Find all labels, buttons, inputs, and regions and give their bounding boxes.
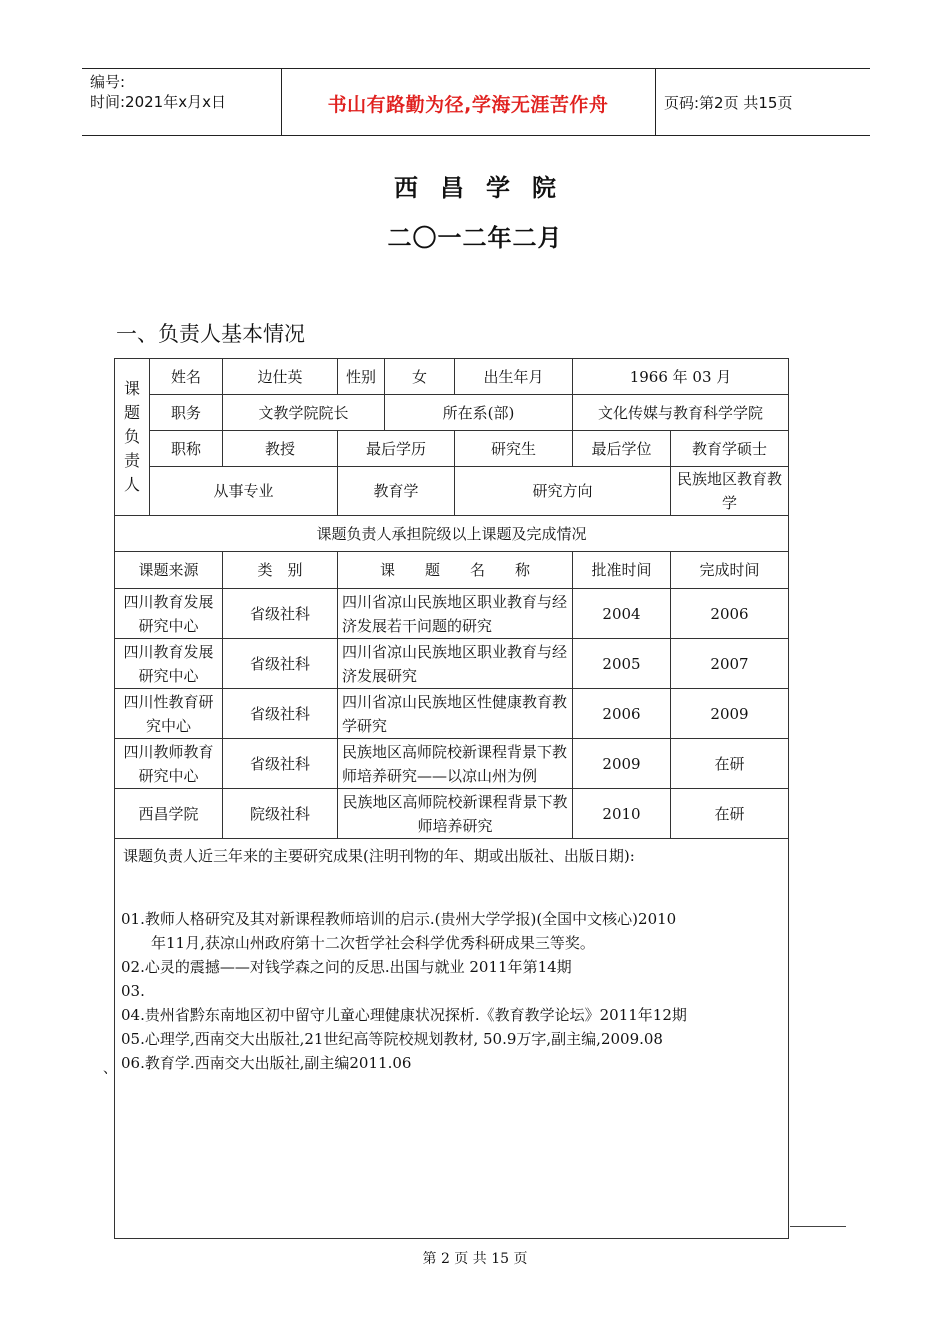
results-cell — [115, 839, 789, 1239]
edu-label: 最后学历 — [338, 431, 455, 467]
projects-heading-row — [115, 516, 789, 552]
major-label: 从事专业 — [150, 467, 338, 516]
project-row — [115, 789, 789, 839]
project-completed: 在研 — [671, 789, 789, 839]
position-label: 职务 — [150, 395, 223, 431]
section-heading: 一、负责人基本情况 — [116, 322, 305, 346]
header-left-info — [90, 72, 226, 112]
header-code-label: 编号: — [90, 73, 126, 91]
result-line: 03. — [121, 982, 145, 1000]
project-completed: 在研 — [671, 739, 789, 789]
result-item — [121, 907, 784, 955]
project-approved: 2004 — [573, 589, 671, 639]
project-name: 四川省凉山民族地区职业教育与经济发展研究 — [338, 639, 573, 689]
project-source: 四川教师教育研究中心 — [115, 739, 223, 789]
result-line: 05.心理学,西南交大出版社,21世纪高等院校规划教材, 50.9万字,副主编,2009.08 — [121, 1030, 663, 1048]
basic-row-3 — [115, 431, 789, 467]
result-line-cont: 年11月,获凉山州政府第十二次哲学社会科学优秀科研成果三等奖。 — [151, 934, 595, 952]
stray-mark: 、 — [103, 1061, 117, 1077]
title-label: 职称 — [150, 431, 223, 467]
direction-value: 民族地区教育教学 — [671, 467, 789, 516]
result-item — [121, 955, 784, 979]
header-motto: 书山有路勤为径,学海无涯苦作舟 — [327, 94, 609, 116]
project-completed: 2006 — [671, 589, 789, 639]
project-source: 四川教育发展研究中心 — [115, 589, 223, 639]
basic-row-4 — [115, 467, 789, 516]
project-row — [115, 689, 789, 739]
position-value: 文教学院院长 — [223, 395, 385, 431]
col-source: 课题来源 — [115, 552, 223, 589]
project-source: 西昌学院 — [115, 789, 223, 839]
results-heading: 课题负责人近三年来的主要研究成果(注明刊物的年、期或出版社、出版日期): — [123, 847, 635, 865]
school-title: 西昌学院 — [394, 173, 578, 202]
project-source: 四川教育发展研究中心 — [115, 639, 223, 689]
degree-label: 最后学位 — [573, 431, 671, 467]
project-completed: 2007 — [671, 639, 789, 689]
project-row — [115, 739, 789, 789]
project-approved: 2010 — [573, 789, 671, 839]
project-row — [115, 589, 789, 639]
name-value: 边仕英 — [223, 359, 338, 395]
date-title: 二〇一二年二月 — [387, 223, 563, 252]
results-list — [115, 867, 788, 1075]
col-completed: 完成时间 — [671, 552, 789, 589]
project-approved: 2005 — [573, 639, 671, 689]
dept-label: 所在系(部) — [385, 395, 573, 431]
project-completed: 2009 — [671, 689, 789, 739]
project-approved: 2009 — [573, 739, 671, 789]
gender-value: 女 — [385, 359, 455, 395]
col-category: 类 别 — [223, 552, 338, 589]
result-line: 01.教师人格研究及其对新课程教师培训的启示.(贵州大学学报)(全国中文核心)2010 — [121, 910, 677, 928]
project-name: 四川省凉山民族地区性健康教育教学研究 — [338, 689, 573, 739]
edu-value: 研究生 — [455, 431, 573, 467]
result-line: 04.贵州省黔东南地区初中留守儿童心理健康状况探析.《教育教学论坛》2011年12期 — [121, 1006, 687, 1024]
result-line: 06.教育学.西南交大出版社,副主编2011.06 — [121, 1054, 412, 1072]
project-name: 民族地区高师院校新课程背景下教师培养研究 — [338, 789, 573, 839]
name-label: 姓名 — [150, 359, 223, 395]
bottom-rule — [790, 1226, 846, 1227]
header-time-label: 时间:2021年x月x日 — [90, 93, 226, 111]
project-name: 民族地区高师院校新课程背景下教师培养研究——以凉山州为例 — [338, 739, 573, 789]
birth-value: 1966 年 03 月 — [573, 359, 789, 395]
project-category: 省级社科 — [223, 689, 338, 739]
project-approved: 2006 — [573, 689, 671, 739]
project-row — [115, 639, 789, 689]
basic-row-1 — [115, 359, 789, 395]
info-table — [114, 358, 789, 1239]
result-item — [121, 1027, 784, 1051]
col-project-name: 课 题 名 称 — [338, 552, 573, 589]
result-item — [121, 979, 784, 1003]
title-value: 教授 — [223, 431, 338, 467]
direction-label: 研究方向 — [455, 467, 671, 516]
major-value: 教育学 — [338, 467, 455, 516]
header-page-info: 页码:第2页 共15页 — [664, 94, 793, 112]
gender-label: 性别 — [338, 359, 385, 395]
header-divider-right — [655, 68, 656, 136]
results-row — [115, 839, 789, 1239]
dept-value: 文化传媒与教育科学学院 — [573, 395, 789, 431]
project-source: 四川性教育研究中心 — [115, 689, 223, 739]
col-approved: 批准时间 — [573, 552, 671, 589]
project-category: 省级社科 — [223, 639, 338, 689]
projects-heading: 课题负责人承担院级以上课题及完成情况 — [115, 516, 789, 552]
side-label: 课题负责人 — [123, 379, 140, 494]
projects-columns-row — [115, 552, 789, 589]
result-item — [121, 1051, 784, 1075]
header-top-rule — [82, 68, 870, 69]
basic-row-2 — [115, 395, 789, 431]
project-category: 省级社科 — [223, 739, 338, 789]
project-category: 院级社科 — [223, 789, 338, 839]
side-label-cell — [115, 359, 150, 516]
project-category: 省级社科 — [223, 589, 338, 639]
footer-page-number: 第 2 页 共 15 页 — [422, 1251, 528, 1267]
result-line: 02.心灵的震撼——对钱学森之问的反思.出国与就业 2011年第14期 — [121, 958, 572, 976]
project-name: 四川省凉山民族地区职业教育与经济发展若干问题的研究 — [338, 589, 573, 639]
result-item — [121, 1003, 784, 1027]
header-bottom-rule — [82, 135, 870, 136]
degree-value: 教育学硕士 — [671, 431, 789, 467]
birth-label: 出生年月 — [455, 359, 573, 395]
